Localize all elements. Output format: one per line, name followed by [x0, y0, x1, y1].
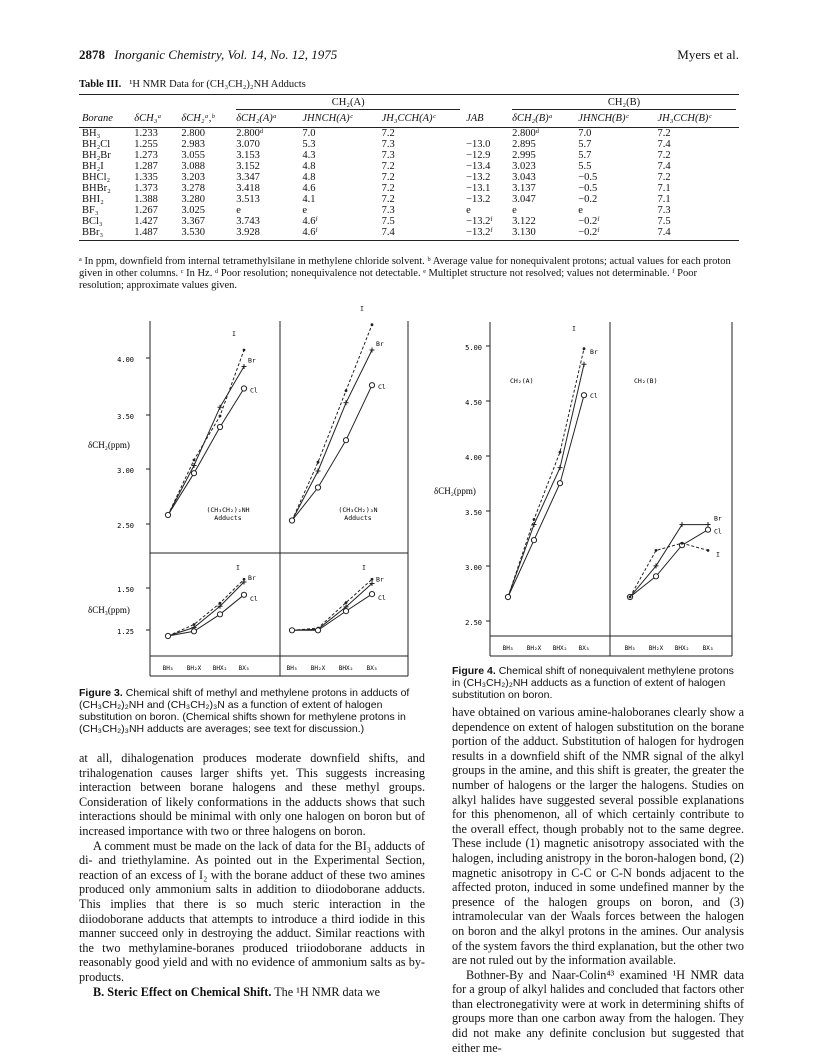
table-cell: e [236, 205, 241, 216]
data-point-cl [241, 592, 246, 597]
table-cell: −13.2ᶠ [463, 227, 509, 241]
data-point-br [680, 522, 685, 527]
series-label-br: Br [248, 574, 256, 583]
table-cell: 7.2 [657, 128, 671, 139]
fig3-panel-label: (CH₃CH₂)₃N [338, 506, 378, 514]
body-column-right [452, 705, 744, 1055]
table-cell: 3.137 [512, 183, 536, 194]
fig4-ytick: 4.00 [465, 454, 482, 462]
table-row [79, 150, 739, 161]
data-point-cl [705, 527, 710, 532]
table-cell: 2.983 [181, 139, 206, 150]
data-point-br [706, 522, 711, 527]
table-cell: e [578, 205, 583, 216]
col-header: JHNCH(A)ᶜ [299, 110, 378, 128]
data-point-br [582, 362, 587, 367]
table-cell [463, 128, 509, 140]
section-paragraph: B. Steric Effect on Chemical Shift. The ¹H NMR data we [93, 984, 381, 999]
table-cell: 7.3 [381, 139, 395, 150]
table-row [79, 161, 739, 172]
table-footnotes: ᵃ In ppm, downfield from internal tetramethylsilane in methylene chloride solvent. ᵇ Average value for nonequivalent protons; actual values for each proton given in other columns. ᶜ In Hz. ᵈ Poor resolution; nonequivalence not detectable. ᵉ Multiplet structure not resolved; values not determinable. ᶠ Poor resolution; approximate values given. [79, 256, 731, 291]
series-line-i [292, 325, 372, 521]
col-header: δCH₃ᵃ [131, 110, 178, 128]
series-line-cl [292, 385, 372, 520]
data-point-br [242, 364, 247, 369]
series-label-br: Br [248, 356, 256, 365]
table-cell: −0.5 [578, 183, 598, 194]
series-line-br [292, 350, 372, 521]
data-point-i [655, 549, 658, 552]
table-cell: 7.2 [381, 172, 395, 183]
fig4-panel-label: CH₂(B) [634, 377, 658, 385]
table-cell: 3.513 [236, 194, 260, 205]
table-cell: 7.2 [381, 161, 395, 172]
data-point-cl [343, 438, 348, 443]
table-cell: 1.427 [134, 216, 158, 227]
table-cell: e [512, 205, 517, 216]
series-label-br: Br [376, 340, 384, 348]
table-cell: 3.023 [512, 161, 536, 172]
table-cell: 4.6ᶠ [299, 227, 378, 241]
table-row [79, 227, 739, 241]
data-point-cl [315, 485, 320, 490]
data-point-cl [191, 629, 196, 634]
data-point-cl [557, 481, 562, 486]
data-point-cl [581, 393, 586, 398]
table-row [79, 205, 739, 216]
data-point-cl [505, 594, 510, 599]
series-line-br [168, 367, 244, 516]
table-cell: 7.3 [381, 150, 395, 161]
table-cell: BF₃ [82, 205, 99, 216]
series-line-i [508, 349, 584, 597]
col-header: δCH₂(B)ᵃ [509, 110, 575, 128]
series-label-cl: Cl [378, 383, 386, 392]
series-label-cl: Cl [250, 386, 258, 395]
table-cell: 3.347 [236, 172, 260, 183]
series-line-cl [168, 389, 244, 516]
data-point-i [317, 461, 320, 464]
data-point-cl [369, 383, 374, 388]
table-row [79, 194, 739, 205]
data-point-br [316, 469, 321, 474]
fig3-xtick: BH₂X [186, 665, 202, 672]
table-cell: 1.267 [134, 205, 158, 216]
fig4-ytick: 4.50 [465, 399, 482, 407]
data-point-cl [315, 628, 320, 633]
series-line-cl [168, 595, 244, 636]
table-cell: −13.0 [466, 139, 491, 150]
table-cell: −13.1 [466, 183, 491, 194]
table-row [79, 128, 739, 140]
table-cell: 7.0 [302, 128, 316, 139]
journal-citation: Inorganic Chemistry, Vol. 14, No. 12, 1975 [114, 47, 338, 62]
table-cell: −12.9 [466, 150, 491, 161]
fig3-ytick: 3.50 [117, 413, 134, 421]
series-label-i: I [360, 304, 364, 313]
table-title [79, 79, 306, 90]
table-cell: 3.055 [181, 150, 206, 161]
data-point-cl [217, 612, 222, 617]
table-cell: 1.373 [134, 183, 158, 194]
data-point-cl [217, 424, 222, 429]
fig4-ytick: 3.50 [465, 509, 482, 517]
fig4-xtick: BHX₂ [552, 645, 568, 652]
data-point-i [559, 451, 562, 454]
table-cell: 7.2 [657, 172, 671, 183]
series-label-i: I [232, 330, 236, 338]
data-point-i [219, 415, 222, 418]
table-cell: 1.233 [134, 128, 158, 139]
data-point-br [532, 522, 537, 527]
table-cell: e [302, 205, 308, 216]
data-point-br [218, 405, 223, 410]
col-header: JH₃CCH(A)ᶜ [379, 110, 463, 128]
table-cell: 3.280 [181, 194, 206, 205]
fig4-xtick: BX₃ [702, 645, 714, 652]
fig3-lower-ylabel: δCH₃(ppm) [88, 605, 130, 615]
table-cell: 3.203 [181, 172, 206, 183]
table-cell: 7.5 [657, 216, 671, 227]
data-point-cl [289, 628, 294, 633]
table-cell: 4.6 [302, 183, 316, 194]
col-header: JH₃CCH(B)ᶜ [654, 110, 739, 128]
fig3-xtick: BHX₂ [212, 665, 228, 672]
table-cell: 7.4 [654, 227, 739, 241]
data-point-br [344, 400, 349, 405]
table-cell: 4.3 [302, 150, 316, 161]
fig4-xtick: BH₃ [502, 645, 514, 652]
table-cell: −13.2ᶠ [466, 216, 493, 227]
nmr-data-table [79, 94, 739, 241]
figure-3-caption: Figure 3. Chemical shift of methyl and methylene protons in adducts of (CH₃CH₂)₂NH and (CH₃CH₂)₃N as a function of extent of halogen substitution on boron. (Chemical shifts shown for methylene protons in (CH₃CH₂)₃NH adducts are averages; see text for discussion.) [79, 687, 410, 735]
table-cell: BH₂Cl [82, 139, 111, 150]
data-point-i [371, 323, 374, 326]
paragraph: at all, dihalogenation produces moderate downfield shifts, and trihalogenation causes larger shifts yet. This suggests increasing interaction between borane halogens and these methyl groups. Consideration of likely conformations in the adducts shows that such interactions should be minimal with only one halogen on boron but of increased importance with two or three halogens on boron. [79, 751, 425, 838]
series-label-br: Br [590, 348, 598, 357]
table-cell: 3.088 [181, 161, 206, 172]
table-cell: BHCl₂ [82, 172, 111, 183]
table-cell: BHBr₂ [82, 183, 111, 194]
table-cell: 4.1 [302, 194, 316, 205]
table-cell: 1.335 [134, 172, 158, 183]
fig3-ytick: 4.00 [117, 356, 134, 364]
series-label-i: I [572, 324, 576, 333]
fig3-ytick: 1.50 [117, 586, 134, 594]
table-group-header [79, 95, 739, 111]
series-line-i [630, 543, 708, 597]
table-cell: 1.388 [134, 194, 158, 205]
table-cell: BH₂I [82, 161, 104, 172]
fig4-xtick: BH₃ [624, 645, 636, 652]
series-line-i [168, 350, 244, 515]
series-label-cl: Cl [378, 594, 386, 603]
section-heading: B. Steric Effect on Chemical Shift. [93, 984, 272, 999]
data-point-i [533, 518, 536, 521]
series-line-i [292, 579, 372, 630]
table-cell: −13.4 [466, 161, 491, 172]
fig3-upper-ylabel: δCH₂(ppm) [88, 440, 130, 450]
table-cell: 4.6ᶠ [302, 216, 318, 227]
series-line-cl [292, 594, 372, 630]
fig3-panel-label: (CH₃CH₂)₂NH [206, 506, 250, 514]
table-cell: BHI₂ [82, 194, 104, 205]
fig4-xtick: BHX₂ [674, 645, 690, 652]
table-cell: 3.367 [181, 216, 206, 227]
table-cell: 3.278 [181, 183, 206, 194]
fig3-ytick: 3.00 [117, 467, 134, 475]
table-cell: 2.895 [512, 139, 536, 150]
series-label-i: I [716, 550, 720, 559]
data-point-i [193, 459, 196, 462]
fig4-ytick: 3.00 [465, 564, 482, 572]
fig3-xtick: BH₂X [310, 665, 326, 672]
series-label-cl: Cl [590, 392, 598, 401]
table-cell: −0.2ᶠ [575, 227, 654, 241]
table-cell: 7.3 [381, 205, 395, 216]
data-point-cl [289, 518, 294, 523]
data-point-cl [369, 592, 374, 597]
paragraph: Bothner-By and Naar-Colin⁴³ examined ¹H NMR data for a group of alkyl halides and concluded that factors other than electronegativity were at work in determining shifts of groups more than one carbon away from the halogen. They did not make any definite conclusion but suggested that either me- [452, 967, 744, 1055]
data-point-cl [191, 471, 196, 476]
page-number: 2878 [79, 47, 105, 62]
table-cell: 3.130 [509, 227, 575, 241]
table-cell: 3.928 [233, 227, 299, 241]
data-point-i [583, 347, 586, 350]
series-label-i: I [236, 563, 240, 572]
table-cell: 7.2 [381, 128, 395, 139]
fig4-xtick: BH₂X [526, 645, 542, 652]
group-header-a: CH₂(A) [233, 95, 463, 111]
data-point-i [345, 389, 348, 392]
series-label-br: Br [714, 514, 722, 523]
data-point-i [345, 601, 348, 604]
table-cell: 4.8 [302, 172, 316, 183]
col-header: Borane [79, 110, 131, 128]
table-cell: 5.7 [578, 139, 592, 150]
table-cell: −13.2 [466, 194, 491, 205]
table-column-header [79, 110, 739, 128]
fig4-xtick: BX₃ [578, 645, 590, 652]
table-cell: 2.995 [512, 150, 536, 161]
figure-3-chart [88, 304, 424, 678]
table-cell: 7.3 [657, 205, 671, 216]
fig4-ylabel: δCH₂(ppm) [434, 486, 476, 496]
table-cell: −0.5 [578, 172, 598, 183]
table-cell: 7.2 [381, 194, 395, 205]
table-cell: 3.152 [236, 161, 260, 172]
series-label-cl: Cl [714, 527, 722, 536]
table-cell: 1.487 [131, 227, 178, 241]
data-point-i [707, 549, 710, 552]
data-point-cl [531, 538, 536, 543]
table-cell: 7.4 [657, 139, 671, 150]
table-cell: 7.2 [657, 150, 671, 161]
table-cell: 7.4 [657, 161, 671, 172]
table-cell: 3.047 [512, 194, 536, 205]
data-point-cl [165, 512, 170, 517]
fig3-xtick: BH₃ [162, 665, 174, 672]
fig3-xtick: BX₃ [366, 665, 378, 672]
series-label-br: Br [376, 575, 384, 584]
data-point-br [558, 465, 563, 470]
table-cell: −13.2 [466, 172, 491, 183]
data-point-i [243, 349, 246, 352]
table-row [79, 216, 739, 227]
fig4-xtick: BH₂X [648, 645, 664, 652]
table-cell: 3.070 [236, 139, 260, 150]
table-cell: 7.2 [381, 183, 395, 194]
data-point-i [681, 542, 684, 545]
data-point-br [370, 348, 375, 353]
data-point-cl [343, 609, 348, 614]
table-cell: 5.5 [578, 161, 592, 172]
fig4-ytick: 5.00 [465, 344, 482, 352]
table-cell: e [466, 205, 471, 216]
col-header: JAB [463, 110, 509, 128]
series-line-i [168, 579, 244, 636]
table-cell: 7.5 [381, 216, 395, 227]
table-cell: 5.7 [578, 150, 592, 161]
table-label: Table III. [79, 79, 122, 90]
data-point-i [371, 578, 374, 581]
table-cell: 7.0 [578, 128, 592, 139]
col-header: δCH₂(A)ᵃ [233, 110, 299, 128]
data-point-cl [165, 633, 170, 638]
figure-4-chart [430, 318, 742, 658]
authors: Myers et al. [677, 47, 739, 62]
fig3-xtick: BX₃ [238, 665, 250, 672]
table-cell: 1.255 [134, 139, 158, 150]
fig3-panel-label: Adducts [214, 514, 242, 522]
data-point-cl [241, 386, 246, 391]
paragraph: have obtained on various amine-haloboranes clearly show a dependence on extent of halogen substitution on the borane portion of the adduct. Substitution of halogen for hydrogen results in a downfield shift of the NMR signal of the alkyl groups in the amine, and this shift is greater, the greater the number of halogens or the larger the halogens. Studies on alkyl halides have suggested several possible explanations for this phenomenon, all of which certainly contribute to the overall effect, though probably not to the same degree. These include (1) magnetic anisotropy associated with the halogen, including anistropy in the boron-halogen bond, (2) magnetic anisotropy in C-C or C-N bonds adjacent to the affected proton, induced in some undefined manner by the presence of the halogen groups on boron, and (3) intramolecular van der Waals forces between the halogen on boron and the alkyl protons in the amines. Our analysis of the system favors the third explanation, but the other two are not ruled out by the information available. [452, 705, 744, 968]
table-cell: −0.2 [578, 194, 598, 205]
table-cell: 3.043 [512, 172, 536, 183]
table-row [79, 172, 739, 183]
table-cell: −0.2ᶠ [578, 216, 600, 227]
table-caption: ¹H NMR Data for (CH₃CH₂)₂NH Adducts [129, 79, 306, 90]
table-cell: 2.800ᵈ [236, 128, 264, 139]
fig3-xtick: BHX₂ [338, 665, 354, 672]
fig3-ytick: 2.50 [117, 522, 134, 530]
fig4-ytick: 2.50 [465, 619, 482, 627]
data-point-cl [653, 574, 658, 579]
table-cell: BBr₃ [79, 227, 131, 241]
table-cell: BCl₃ [82, 216, 103, 227]
table-cell: 7.1 [657, 194, 671, 205]
table-cell: BH₂Br [82, 150, 111, 161]
table-cell: 5.3 [302, 139, 316, 150]
figure-4-caption: Figure 4. Chemical shift of nonequivalent methylene protons in (CH₃CH₂)₂NH adducts as a function of extent of halogen substitution on boron. [452, 665, 734, 701]
table-cell: 7.1 [657, 183, 671, 194]
table-cell: 3.153 [236, 150, 260, 161]
table-cell: 2.800ᵈ [512, 128, 539, 139]
series-line-cl [630, 530, 708, 597]
table-cell: 1.273 [134, 150, 158, 161]
table-cell: 2.800 [181, 128, 206, 139]
table-cell: 4.8 [302, 161, 316, 172]
col-header: JHNCH(B)ᶜ [575, 110, 654, 128]
table-cell: 1.287 [134, 161, 158, 172]
table-cell: 3.418 [236, 183, 260, 194]
paragraph: A comment must be made on the lack of data for the BI₃ adducts of di- and triethylamine. As pointed out in the Experimental Section, reaction of an excess of I₂ with the borane adduct of these two amines produced only ammonium salts in addition to diiodoborane adducts. This implies that there is so much steric interaction in the diiodoborane adducts that attempts to introduce a third iodide in this manner succeed only in destroying the adduct. Similar reactions with the two methylamine-boranes produced triiodoborane adducts in reasonably good yield and with no evidence of ammonium salts as by-products. [79, 838, 425, 984]
table-cell: 3.122 [512, 216, 536, 227]
fig3-ytick: 1.25 [117, 628, 134, 636]
running-header [79, 47, 739, 65]
fig4-panel-label: CH₂(A) [510, 377, 534, 385]
table-cell: 3.743 [236, 216, 260, 227]
fig3-panel-label: Adducts [344, 514, 372, 522]
series-label-cl: Cl [250, 594, 258, 603]
body-column-left [79, 751, 425, 999]
table-cell: 7.4 [379, 227, 463, 241]
table-cell: 3.025 [181, 205, 206, 216]
series-label-i: I [362, 563, 366, 572]
data-point-i [629, 596, 632, 599]
table-cell: BH₃ [82, 128, 101, 139]
col-header: δCH₂ᵃ,ᵇ [178, 110, 233, 128]
table-row [79, 183, 739, 194]
table-row [79, 139, 739, 150]
fig3-xtick: BH₃ [286, 665, 298, 672]
table-cell: 3.530 [178, 227, 233, 241]
group-header-b: CH₂(B) [509, 95, 739, 111]
